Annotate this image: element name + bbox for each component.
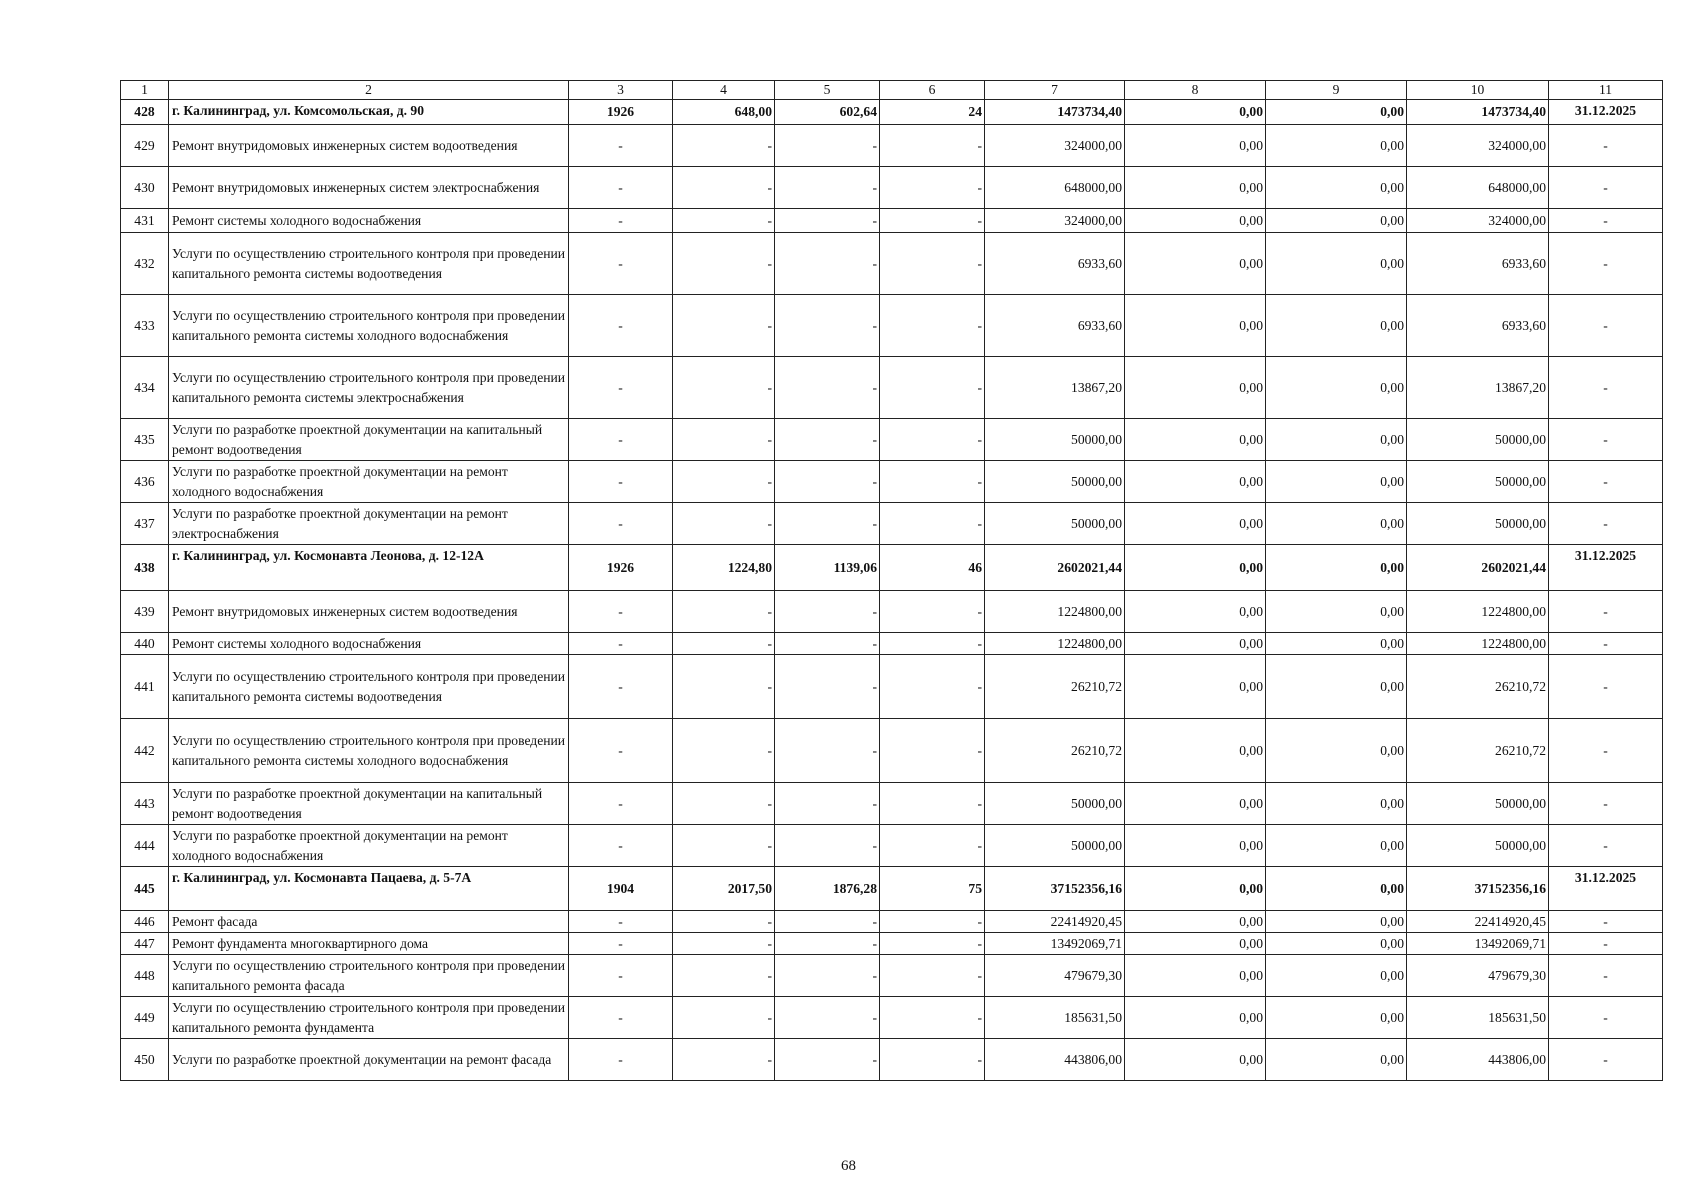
work-name: Услуги по осуществлению строительного контроля при проведении капитального ремонта системы холодного водоснабжения xyxy=(169,295,569,357)
cost-col-9: 0,00 xyxy=(1266,655,1407,719)
residents-count: - xyxy=(880,955,985,997)
cost-col-8: 0,00 xyxy=(1125,655,1266,719)
column-header: 4 xyxy=(673,81,775,100)
cost-col-10: 50000,00 xyxy=(1407,825,1549,867)
residents-count: 75 xyxy=(880,867,985,911)
column-header: 6 xyxy=(880,81,985,100)
total-area: - xyxy=(673,825,775,867)
work-name: Услуги по осуществлению строительного контроля при проведении капитального ремонта фасада xyxy=(169,955,569,997)
work-name: Услуги по разработке проектной документации на капитальный ремонт водоотведения xyxy=(169,419,569,461)
total-area: 648,00 xyxy=(673,100,775,125)
table-body xyxy=(121,100,1663,1081)
register-table xyxy=(120,80,1663,1081)
year-built: - xyxy=(569,933,673,955)
year-built: 1904 xyxy=(569,867,673,911)
living-area: - xyxy=(775,233,880,295)
work-name: Услуги по осуществлению строительного контроля при проведении капитального ремонта системы водоотведения xyxy=(169,233,569,295)
total-cost: 13492069,71 xyxy=(985,933,1125,955)
work-name: Ремонт фундамента многоквартирного дома xyxy=(169,933,569,955)
residents-count: - xyxy=(880,633,985,655)
total-cost: 50000,00 xyxy=(985,461,1125,503)
work-row xyxy=(121,503,1663,545)
row-number: 443 xyxy=(121,783,169,825)
cost-col-9: 0,00 xyxy=(1266,955,1407,997)
cost-col-9: 0,00 xyxy=(1266,503,1407,545)
year-built: 1926 xyxy=(569,545,673,591)
year-built: - xyxy=(569,955,673,997)
work-row xyxy=(121,783,1663,825)
completion-date: - xyxy=(1549,825,1663,867)
completion-date: - xyxy=(1549,633,1663,655)
residents-count: - xyxy=(880,997,985,1039)
work-row xyxy=(121,233,1663,295)
living-area: - xyxy=(775,125,880,167)
year-built: - xyxy=(569,997,673,1039)
cost-col-10: 13492069,71 xyxy=(1407,933,1549,955)
living-area: 1139,06 xyxy=(775,545,880,591)
year-built: - xyxy=(569,125,673,167)
work-row xyxy=(121,1039,1663,1081)
total-cost: 1224800,00 xyxy=(985,591,1125,633)
total-cost: 648000,00 xyxy=(985,167,1125,209)
column-header: 3 xyxy=(569,81,673,100)
cost-col-8: 0,00 xyxy=(1125,933,1266,955)
work-row xyxy=(121,461,1663,503)
living-area: - xyxy=(775,167,880,209)
living-area: - xyxy=(775,655,880,719)
residents-count: 24 xyxy=(880,100,985,125)
year-built: 1926 xyxy=(569,100,673,125)
residents-count: - xyxy=(880,655,985,719)
year-built: - xyxy=(569,719,673,783)
total-area: - xyxy=(673,125,775,167)
work-name: Услуги по осуществлению строительного контроля при проведении капитального ремонта системы электроснабжения xyxy=(169,357,569,419)
column-header: 2 xyxy=(169,81,569,100)
living-area: - xyxy=(775,633,880,655)
cost-col-10: 185631,50 xyxy=(1407,997,1549,1039)
cost-col-9: 0,00 xyxy=(1266,233,1407,295)
residents-count: - xyxy=(880,167,985,209)
total-cost: 50000,00 xyxy=(985,419,1125,461)
living-area: 1876,28 xyxy=(775,867,880,911)
column-header: 5 xyxy=(775,81,880,100)
work-name: г. Калининград, ул. Комсомольская, д. 90 xyxy=(169,100,569,125)
cost-col-9: 0,00 xyxy=(1266,825,1407,867)
living-area: - xyxy=(775,461,880,503)
total-area: - xyxy=(673,719,775,783)
living-area: - xyxy=(775,357,880,419)
cost-col-8: 0,00 xyxy=(1125,545,1266,591)
total-cost: 2602021,44 xyxy=(985,545,1125,591)
completion-date: - xyxy=(1549,591,1663,633)
cost-col-9: 0,00 xyxy=(1266,997,1407,1039)
cost-col-9: 0,00 xyxy=(1266,867,1407,911)
total-cost: 26210,72 xyxy=(985,655,1125,719)
work-name: Услуги по разработке проектной документации на капитальный ремонт водоотведения xyxy=(169,783,569,825)
total-area: - xyxy=(673,1039,775,1081)
living-area: - xyxy=(775,933,880,955)
year-built: - xyxy=(569,1039,673,1081)
cost-col-8: 0,00 xyxy=(1125,911,1266,933)
cost-col-8: 0,00 xyxy=(1125,125,1266,167)
total-area: - xyxy=(673,997,775,1039)
cost-col-8: 0,00 xyxy=(1125,503,1266,545)
work-row xyxy=(121,591,1663,633)
cost-col-8: 0,00 xyxy=(1125,209,1266,233)
living-area: - xyxy=(775,591,880,633)
cost-col-10: 50000,00 xyxy=(1407,503,1549,545)
residents-count: - xyxy=(880,461,985,503)
total-area: 2017,50 xyxy=(673,867,775,911)
year-built: - xyxy=(569,783,673,825)
completion-date: - xyxy=(1549,955,1663,997)
cost-col-10: 1473734,40 xyxy=(1407,100,1549,125)
column-header: 8 xyxy=(1125,81,1266,100)
work-row xyxy=(121,933,1663,955)
cost-col-8: 0,00 xyxy=(1125,783,1266,825)
cost-col-8: 0,00 xyxy=(1125,357,1266,419)
living-area: - xyxy=(775,295,880,357)
work-name: Услуги по разработке проектной документации на ремонт холодного водоснабжения xyxy=(169,461,569,503)
row-number: 440 xyxy=(121,633,169,655)
total-cost: 185631,50 xyxy=(985,997,1125,1039)
total-area: - xyxy=(673,233,775,295)
total-cost: 479679,30 xyxy=(985,955,1125,997)
cost-col-8: 0,00 xyxy=(1125,100,1266,125)
completion-date: - xyxy=(1549,911,1663,933)
house-row xyxy=(121,100,1663,125)
living-area: - xyxy=(775,503,880,545)
residents-count: - xyxy=(880,419,985,461)
row-number: 435 xyxy=(121,419,169,461)
living-area: 602,64 xyxy=(775,100,880,125)
cost-col-9: 0,00 xyxy=(1266,591,1407,633)
cost-col-10: 2602021,44 xyxy=(1407,545,1549,591)
cost-col-10: 443806,00 xyxy=(1407,1039,1549,1081)
completion-date: - xyxy=(1549,783,1663,825)
work-name: Услуги по осуществлению строительного контроля при проведении капитального ремонта системы холодного водоснабжения xyxy=(169,719,569,783)
work-name: г. Калининград, ул. Космонавта Леонова, д. 12-12А xyxy=(169,545,569,591)
cost-col-10: 50000,00 xyxy=(1407,419,1549,461)
total-cost: 22414920,45 xyxy=(985,911,1125,933)
year-built: - xyxy=(569,167,673,209)
work-name: Ремонт системы холодного водоснабжения xyxy=(169,633,569,655)
completion-date: 31.12.2025 xyxy=(1549,545,1663,591)
total-cost: 13867,20 xyxy=(985,357,1125,419)
total-area: - xyxy=(673,783,775,825)
residents-count: - xyxy=(880,209,985,233)
total-cost: 50000,00 xyxy=(985,503,1125,545)
completion-date: 31.12.2025 xyxy=(1549,867,1663,911)
completion-date: - xyxy=(1549,125,1663,167)
year-built: - xyxy=(569,503,673,545)
cost-col-10: 1224800,00 xyxy=(1407,591,1549,633)
work-row xyxy=(121,911,1663,933)
work-row xyxy=(121,419,1663,461)
total-cost: 1224800,00 xyxy=(985,633,1125,655)
residents-count: - xyxy=(880,233,985,295)
cost-col-9: 0,00 xyxy=(1266,295,1407,357)
row-number: 442 xyxy=(121,719,169,783)
row-number: 436 xyxy=(121,461,169,503)
completion-date: - xyxy=(1549,997,1663,1039)
completion-date: - xyxy=(1549,503,1663,545)
work-name: Услуги по разработке проектной документации на ремонт фасада xyxy=(169,1039,569,1081)
total-area: - xyxy=(673,295,775,357)
year-built: - xyxy=(569,357,673,419)
work-row xyxy=(121,357,1663,419)
work-row xyxy=(121,295,1663,357)
work-name: Услуги по осуществлению строительного контроля при проведении капитального ремонта системы водоотведения xyxy=(169,655,569,719)
total-cost: 443806,00 xyxy=(985,1039,1125,1081)
total-cost: 50000,00 xyxy=(985,783,1125,825)
row-number: 438 xyxy=(121,545,169,591)
total-area: - xyxy=(673,461,775,503)
cost-col-9: 0,00 xyxy=(1266,633,1407,655)
year-built: - xyxy=(569,419,673,461)
column-header: 1 xyxy=(121,81,169,100)
work-row xyxy=(121,825,1663,867)
cost-col-9: 0,00 xyxy=(1266,167,1407,209)
total-area: - xyxy=(673,933,775,955)
total-cost: 50000,00 xyxy=(985,825,1125,867)
work-row xyxy=(121,955,1663,997)
cost-col-8: 0,00 xyxy=(1125,997,1266,1039)
residents-count: - xyxy=(880,295,985,357)
cost-col-10: 648000,00 xyxy=(1407,167,1549,209)
cost-col-10: 37152356,16 xyxy=(1407,867,1549,911)
residents-count: - xyxy=(880,1039,985,1081)
cost-col-9: 0,00 xyxy=(1266,719,1407,783)
row-number: 437 xyxy=(121,503,169,545)
total-cost: 1473734,40 xyxy=(985,100,1125,125)
cost-col-10: 1224800,00 xyxy=(1407,633,1549,655)
cost-col-10: 6933,60 xyxy=(1407,295,1549,357)
work-name: Ремонт системы холодного водоснабжения xyxy=(169,209,569,233)
living-area: - xyxy=(775,209,880,233)
work-row xyxy=(121,719,1663,783)
cost-col-10: 22414920,45 xyxy=(1407,911,1549,933)
year-built: - xyxy=(569,825,673,867)
work-name: Ремонт внутридомовых инженерных систем электроснабжения xyxy=(169,167,569,209)
row-number: 449 xyxy=(121,997,169,1039)
cost-col-10: 324000,00 xyxy=(1407,209,1549,233)
total-area: - xyxy=(673,955,775,997)
cost-col-10: 26210,72 xyxy=(1407,719,1549,783)
row-number: 433 xyxy=(121,295,169,357)
cost-col-8: 0,00 xyxy=(1125,295,1266,357)
completion-date: - xyxy=(1549,209,1663,233)
total-cost: 6933,60 xyxy=(985,295,1125,357)
cost-col-9: 0,00 xyxy=(1266,357,1407,419)
cost-col-8: 0,00 xyxy=(1125,825,1266,867)
work-name: Ремонт внутридомовых инженерных систем водоотведения xyxy=(169,125,569,167)
column-header: 7 xyxy=(985,81,1125,100)
residents-count: - xyxy=(880,357,985,419)
cost-col-8: 0,00 xyxy=(1125,867,1266,911)
total-cost: 37152356,16 xyxy=(985,867,1125,911)
work-row xyxy=(121,167,1663,209)
completion-date: - xyxy=(1549,233,1663,295)
cost-col-10: 6933,60 xyxy=(1407,233,1549,295)
year-built: - xyxy=(569,911,673,933)
cost-col-10: 324000,00 xyxy=(1407,125,1549,167)
total-area: - xyxy=(673,419,775,461)
row-number: 450 xyxy=(121,1039,169,1081)
cost-col-8: 0,00 xyxy=(1125,955,1266,997)
living-area: - xyxy=(775,719,880,783)
living-area: - xyxy=(775,825,880,867)
cost-col-8: 0,00 xyxy=(1125,461,1266,503)
cost-col-9: 0,00 xyxy=(1266,419,1407,461)
row-number: 431 xyxy=(121,209,169,233)
row-number: 444 xyxy=(121,825,169,867)
completion-date: - xyxy=(1549,719,1663,783)
cost-col-8: 0,00 xyxy=(1125,719,1266,783)
total-area: 1224,80 xyxy=(673,545,775,591)
row-number: 441 xyxy=(121,655,169,719)
living-area: - xyxy=(775,1039,880,1081)
completion-date: - xyxy=(1549,655,1663,719)
year-built: - xyxy=(569,633,673,655)
column-number-row xyxy=(121,81,1663,100)
column-header: 10 xyxy=(1407,81,1549,100)
year-built: - xyxy=(569,591,673,633)
row-number: 434 xyxy=(121,357,169,419)
cost-col-8: 0,00 xyxy=(1125,233,1266,295)
total-area: - xyxy=(673,911,775,933)
total-area: - xyxy=(673,591,775,633)
cost-col-8: 0,00 xyxy=(1125,1039,1266,1081)
cost-col-9: 0,00 xyxy=(1266,933,1407,955)
total-area: - xyxy=(673,633,775,655)
row-number: 430 xyxy=(121,167,169,209)
residents-count: - xyxy=(880,503,985,545)
cost-col-8: 0,00 xyxy=(1125,633,1266,655)
total-area: - xyxy=(673,655,775,719)
completion-date: - xyxy=(1549,357,1663,419)
house-row xyxy=(121,867,1663,911)
completion-date: - xyxy=(1549,295,1663,357)
register-table-container xyxy=(120,80,1662,1081)
living-area: - xyxy=(775,419,880,461)
row-number: 445 xyxy=(121,867,169,911)
living-area: - xyxy=(775,783,880,825)
cost-col-10: 479679,30 xyxy=(1407,955,1549,997)
work-name: Ремонт фасада xyxy=(169,911,569,933)
work-row xyxy=(121,633,1663,655)
completion-date: - xyxy=(1549,461,1663,503)
cost-col-9: 0,00 xyxy=(1266,209,1407,233)
year-built: - xyxy=(569,233,673,295)
total-area: - xyxy=(673,167,775,209)
page-number: 68 xyxy=(841,1158,856,1174)
cost-col-9: 0,00 xyxy=(1266,783,1407,825)
cost-col-9: 0,00 xyxy=(1266,461,1407,503)
cost-col-10: 13867,20 xyxy=(1407,357,1549,419)
completion-date: - xyxy=(1549,419,1663,461)
completion-date: - xyxy=(1549,1039,1663,1081)
total-cost: 26210,72 xyxy=(985,719,1125,783)
completion-date: - xyxy=(1549,933,1663,955)
cost-col-9: 0,00 xyxy=(1266,911,1407,933)
year-built: - xyxy=(569,461,673,503)
residents-count: - xyxy=(880,591,985,633)
cost-col-8: 0,00 xyxy=(1125,167,1266,209)
work-name: Услуги по разработке проектной документации на ремонт электроснабжения xyxy=(169,503,569,545)
cost-col-10: 50000,00 xyxy=(1407,783,1549,825)
cost-col-8: 0,00 xyxy=(1125,591,1266,633)
work-name: Услуги по разработке проектной документации на ремонт холодного водоснабжения xyxy=(169,825,569,867)
row-number: 448 xyxy=(121,955,169,997)
residents-count: 46 xyxy=(880,545,985,591)
row-number: 429 xyxy=(121,125,169,167)
total-cost: 324000,00 xyxy=(985,209,1125,233)
cost-col-10: 26210,72 xyxy=(1407,655,1549,719)
total-area: - xyxy=(673,503,775,545)
row-number: 446 xyxy=(121,911,169,933)
residents-count: - xyxy=(880,933,985,955)
work-row xyxy=(121,209,1663,233)
work-name: Услуги по осуществлению строительного контроля при проведении капитального ремонта фундамента xyxy=(169,997,569,1039)
work-row xyxy=(121,997,1663,1039)
row-number: 447 xyxy=(121,933,169,955)
work-row xyxy=(121,655,1663,719)
column-header: 9 xyxy=(1266,81,1407,100)
residents-count: - xyxy=(880,125,985,167)
row-number: 439 xyxy=(121,591,169,633)
year-built: - xyxy=(569,655,673,719)
column-header: 11 xyxy=(1549,81,1663,100)
cost-col-9: 0,00 xyxy=(1266,1039,1407,1081)
total-area: - xyxy=(673,357,775,419)
completion-date: - xyxy=(1549,167,1663,209)
row-number: 428 xyxy=(121,100,169,125)
work-name: Ремонт внутридомовых инженерных систем водоотведения xyxy=(169,591,569,633)
residents-count: - xyxy=(880,911,985,933)
total-cost: 6933,60 xyxy=(985,233,1125,295)
cost-col-9: 0,00 xyxy=(1266,545,1407,591)
year-built: - xyxy=(569,209,673,233)
living-area: - xyxy=(775,997,880,1039)
row-number: 432 xyxy=(121,233,169,295)
work-row xyxy=(121,125,1663,167)
residents-count: - xyxy=(880,825,985,867)
total-area: - xyxy=(673,209,775,233)
house-row xyxy=(121,545,1663,591)
residents-count: - xyxy=(880,719,985,783)
year-built: - xyxy=(569,295,673,357)
total-cost: 324000,00 xyxy=(985,125,1125,167)
work-name: г. Калининград, ул. Космонавта Пацаева, д. 5-7А xyxy=(169,867,569,911)
living-area: - xyxy=(775,911,880,933)
living-area: - xyxy=(775,955,880,997)
residents-count: - xyxy=(880,783,985,825)
cost-col-8: 0,00 xyxy=(1125,419,1266,461)
cost-col-9: 0,00 xyxy=(1266,125,1407,167)
cost-col-9: 0,00 xyxy=(1266,100,1407,125)
cost-col-10: 50000,00 xyxy=(1407,461,1549,503)
completion-date: 31.12.2025 xyxy=(1549,100,1663,125)
